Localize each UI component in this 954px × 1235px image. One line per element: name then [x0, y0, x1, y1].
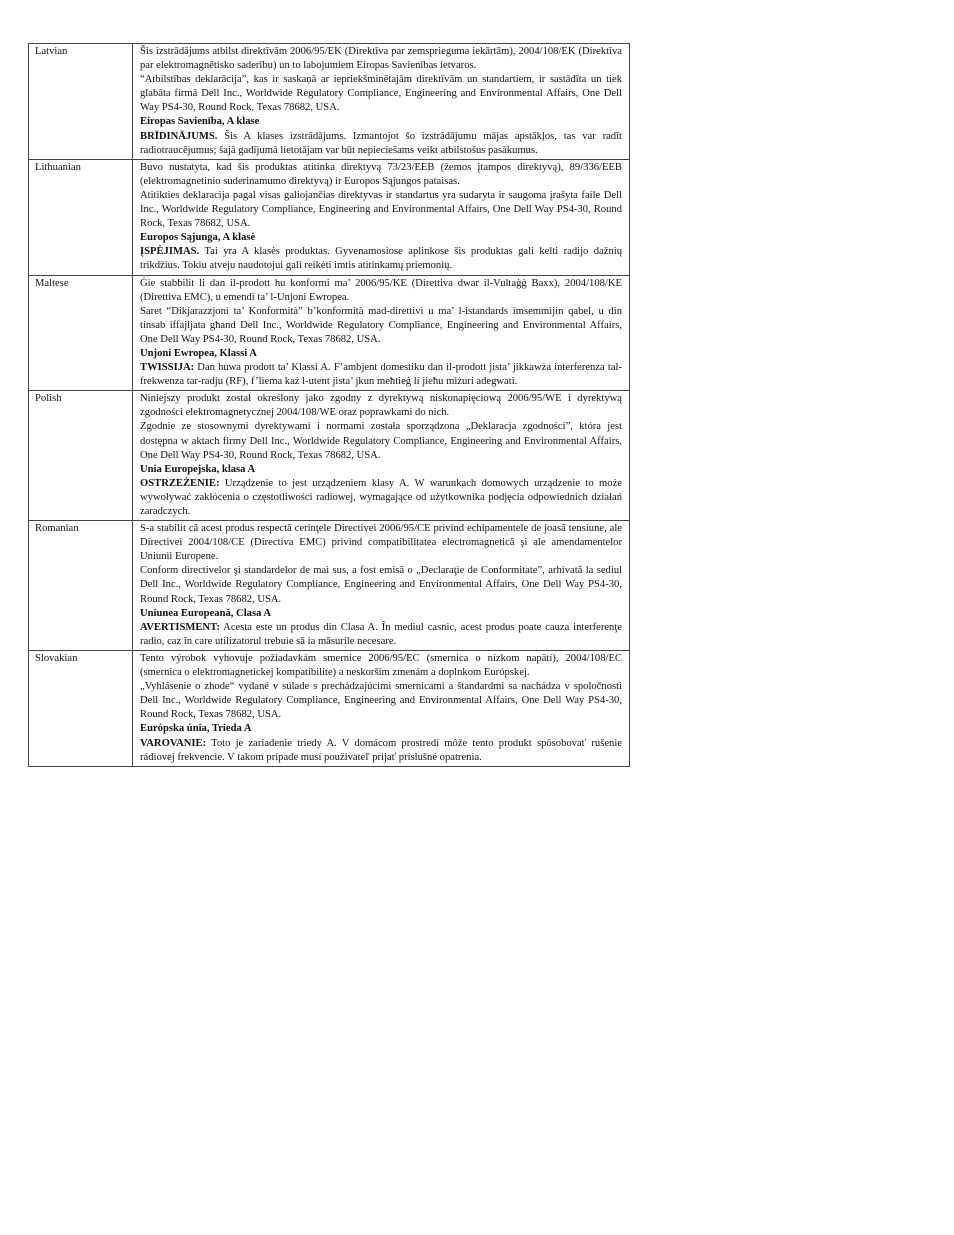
statement-cell — [133, 391, 630, 521]
warning-label: ĮSPĖJIMAS. — [140, 246, 200, 258]
class-heading: Unia Europejska, klasa A — [140, 463, 256, 475]
language-cell: Maltese — [29, 275, 133, 391]
warning-text: Tai yra A klasės produktas. Gyvenamosiose aplinkose šis produktas gali kelti radijo dažnių trikdžius. Tokiu atveju naudotojui gali reikėti imtis atitinkamų priemonių. — [140, 246, 622, 272]
language-cell: Latvian — [29, 44, 133, 160]
warning-label: TWISSIJA: — [140, 362, 195, 374]
warning-paragraph — [140, 361, 622, 389]
warning-label: OSTRZEŻENIE: — [140, 477, 220, 489]
declaration-statement: Saret “Dikjarazzjoni ta’ Konformità” b’konformità mad-direttivi u ma’ l-istandards imsemmijin qabel, u din tinsab iffajljata għand Dell Inc., Worldwide Regulatory Compliance, Engineering and Environmental Affairs, One Dell Way PS4-30, Round Rock, Texas 78682, USA. — [140, 305, 622, 345]
warning-text: Toto je zariadenie triedy A. V domácom prostredí môže tento produkt spôsobovať rušenie rádiovej frekvencie. V takom prípade musí používateľ prijať príslušné opatrenia. — [140, 737, 622, 763]
warning-paragraph — [140, 621, 622, 649]
warning-text: Dan huwa prodott ta’ Klassi A. F’ambjent domestiku dan il-prodott jista’ jikkawża interferenza tal-frekwenza tar-radju (RF), f’liema każ l-utent jista’ jkun meħtieġ li jieħu miżuri adegwati. — [140, 362, 622, 388]
compliance-table — [28, 43, 630, 767]
conformity-statement: Tento výrobok vyhovuje požiadavkám smernice 2006/95/EC (smernica o nízkom napätí), 2004/108/EC (smernica o elektromagnetickej kompatibilite) a neskorším zmenám a doplnkom Európskej. — [140, 652, 622, 679]
language-cell: Slovakian — [29, 650, 133, 766]
table-row — [29, 391, 630, 521]
declaration-statement: Zgodnie ze stosownymi dyrektywami i normami została sporządzona „Deklaracja zgodności”, która jest dostępna w aktach firmy Dell Inc., Worldwide Regulatory Compliance, Engineering and Environmental Affairs, One Dell Way PS4-30, Round Rock, Texas 78682, USA. — [140, 421, 622, 461]
statement-cell — [133, 44, 630, 160]
class-heading: Unjoni Ewropea, Klassi A — [140, 347, 257, 359]
statement-cell — [133, 159, 630, 275]
statement-cell — [133, 650, 630, 766]
declaration-statement: „Vyhlásenie o zhode“ vydané v súlade s prechádzajúcimi smernicami a štandardmi sa nachádza v spoločnosti Dell Inc., Worldwide Regulatory Compliance, Engineering and Environmental Affairs, One Dell Way PS4-30, Round Rock, Texas 78682, USA. — [140, 681, 622, 721]
warning-paragraph — [140, 477, 622, 519]
statement-cell — [133, 275, 630, 391]
warning-text: Urządzenie to jest urządzeniem klasy A. W warunkach domowych urządzenie to może wywoływać zakłócenia o częstotliwości radiowej, wymagające od użytkownika podjęcia odpowiednich działań zaradczych. — [140, 477, 622, 517]
conformity-statement: Ġie stabbilit li dan il-prodott hu konformi ma’ 2006/95/KE (Direttiva dwar il-Vultaġġ Baxx), 2004/108/KE (Direttiva EMC), u emendi ta’ l-Unjoni Ewropea. — [140, 277, 622, 303]
conformity-statement: Niniejszy produkt został określony jako zgodny z dyrektywą niskonapięciową 2006/95/WE i dyrektywą zgodności elektromagnetycznej 2004/108/WE oraz poprawkami do nich. — [140, 393, 622, 419]
conformity-statement: S-a stabilit că acest produs respectă cerinţele Directivei 2006/95/CE privind echipamentele de joasă tensiune, ale Directivei 2004/108/CE (Directiva EMC) privind compatibilitatea electromagnetică şi ale amendamentelor Uniunii Europene. — [140, 523, 622, 563]
class-heading: Uniunea Europeană, Clasa A — [140, 607, 272, 619]
language-cell: Romanian — [29, 521, 133, 651]
declaration-statement: Atitikties deklaracija pagal visas galiojančias direktyvas ir standartus yra sudaryta ir saugoma įrašyta faile Dell Inc., Worldwide Regulatory Compliance, Engineering and Environmental Affairs, One Dell Way PS4-30, Round Rock, Texas 78682, USA. — [140, 189, 622, 230]
warning-label: BRĪDINĀJUMS. — [140, 130, 218, 142]
warning-paragraph — [140, 130, 622, 158]
declaration-statement: Conform directivelor şi standardelor de mai sus, a fost emisă o „Declaraţie de Conformitate”, arhivată la sediul Dell Inc., Worldwide Regulatory Compliance, Engineering and Environmental Affairs, One Dell Way PS4-30, Round Rock, Texas 78682, USA. — [140, 565, 622, 605]
table-row — [29, 275, 630, 391]
table-row — [29, 650, 630, 766]
warning-paragraph — [140, 737, 622, 765]
class-heading: Eiropas Savienība, A klase — [140, 116, 260, 128]
table-row — [29, 44, 630, 160]
warning-label: VAROVANIE: — [140, 737, 207, 749]
class-heading: Europos Sąjunga, A klasė — [140, 232, 256, 244]
warning-label: AVERTISMENT: — [140, 621, 220, 633]
language-cell: Lithuanian — [29, 159, 133, 275]
statement-cell — [133, 521, 630, 651]
warning-paragraph — [140, 245, 622, 273]
conformity-statement: Buvo nustatyta, kad šis produktas atitinka direktyvą 73/23/EEB (žemos įtampos direktyvą), 89/336/EEB (elektromagnetinio suderinamumo direktyvą) ir Europos Sąjungos pataisas. — [140, 161, 622, 187]
class-heading: Európska únia, Trieda A — [140, 723, 252, 735]
declaration-statement: “Atbilstības deklarācija”, kas ir saskaņā ar iepriekšminētajām direktīvām un standartiem, ir sastādīta un tiek glabāta firmā Dell Inc., Worldwide Regulatory Compliance, Engineering and Environmental Affairs, One Dell Way PS4-30, Round Rock, Texas 78682, USA. — [140, 74, 622, 114]
warning-text: Acesta este un produs din Clasa A. În mediul casnic, acest produs poate cauza interferenţe radio, caz în care utilizatorul trebuie să ia măsurile necesare. — [140, 621, 622, 647]
table-row — [29, 521, 630, 651]
warning-text: Šis A klases izstrādājums. Izmantojot šo izstrādājumu mājas apstākļos, tas var radīt radiotraucējumus; šajā gadījumā lietotājam var būt nepieciešams veikt atbilstošus pasākumus. — [140, 130, 622, 156]
table-row — [29, 159, 630, 275]
language-cell: Polish — [29, 391, 133, 521]
conformity-statement: Šis izstrādājums atbilst direktīvām 2006/95/EK (Direktīva par zemsprieguma iekārtām), 2004/108/EK (Direktīva par elektromagnētisko saderību) un to labojumiem Eiropas Savienības ietvaros. — [140, 46, 622, 72]
